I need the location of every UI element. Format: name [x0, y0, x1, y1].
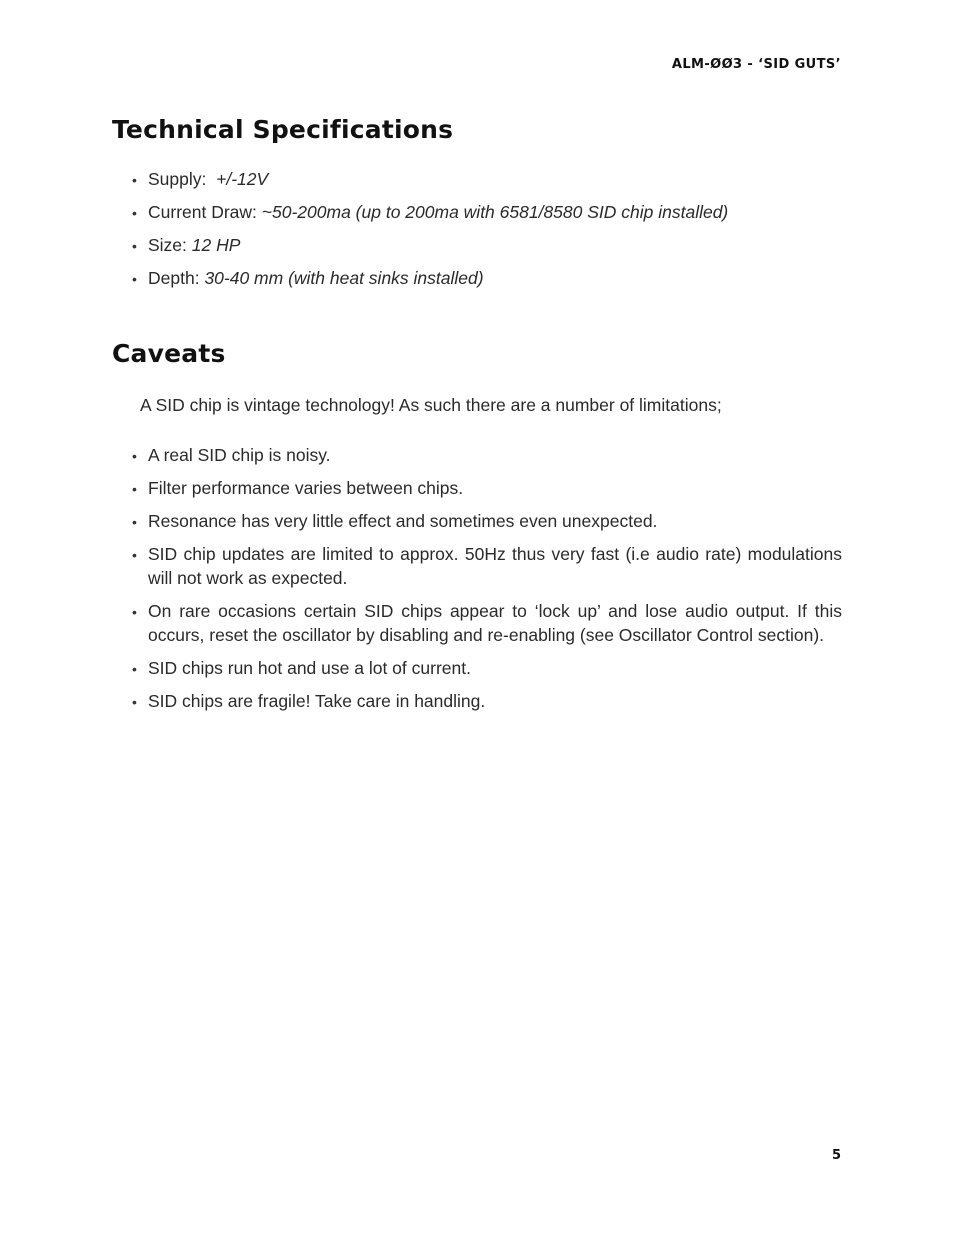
- spec-value: ~50-200ma (up to 200ma with 6581/8580 SID chip installed): [261, 202, 729, 222]
- bullet-icon: •: [132, 547, 137, 563]
- caveat-text: SID chips run hot and use a lot of current.: [148, 658, 471, 678]
- spec-label: Depth:: [148, 268, 200, 288]
- spec-label: Supply:: [148, 169, 207, 189]
- page-number: 5: [831, 1148, 841, 1163]
- spec-item-size: [132, 233, 842, 257]
- caveat-text: Resonance has very little effect and sometimes even unexpected.: [148, 511, 658, 531]
- caveat-item: [132, 443, 842, 467]
- spec-item-current-draw: [132, 200, 842, 224]
- caveat-item: [132, 509, 842, 533]
- spec-label: Size:: [148, 235, 187, 255]
- caveat-item: [132, 656, 842, 680]
- caveat-item: [132, 476, 842, 500]
- bullet-icon: •: [132, 481, 137, 497]
- spec-label: Current Draw:: [148, 202, 257, 222]
- technical-specifications-heading: Technical Specifications: [112, 115, 454, 144]
- bullet-icon: •: [132, 172, 137, 188]
- caveats-heading: Caveats: [112, 339, 226, 368]
- bullet-icon: •: [132, 205, 137, 221]
- specifications-list: [132, 167, 842, 299]
- bullet-icon: •: [132, 238, 137, 254]
- bullet-icon: •: [132, 448, 137, 464]
- caveats-intro: A SID chip is vintage technology! As such there are a number of limitations;: [140, 395, 722, 415]
- bullet-icon: •: [132, 271, 137, 287]
- caveat-item: [132, 689, 842, 713]
- caveat-text: Filter performance varies between chips.: [148, 478, 464, 498]
- bullet-icon: •: [132, 514, 137, 530]
- bullet-icon: •: [132, 604, 137, 620]
- caveat-text: SID chip updates are limited to approx. 50Hz thus very fast (i.e audio rate) modulations will not work as expected.: [148, 544, 842, 588]
- caveats-list: [132, 443, 842, 722]
- spec-value: +/-12V: [216, 169, 269, 189]
- bullet-icon: •: [132, 661, 137, 677]
- spec-value: 12 HP: [191, 235, 241, 255]
- caveat-text: On rare occasions certain SID chips appear to ‘lock up’ and lose audio output. If this occurs, reset the oscillator by disabling and re-enabling (see Oscillator Control section).: [148, 601, 842, 645]
- bullet-icon: •: [132, 694, 137, 710]
- caveat-item: [132, 599, 842, 647]
- spec-value: 30-40 mm (with heat sinks installed): [204, 268, 484, 288]
- caveat-item: [132, 542, 842, 590]
- caveat-text: SID chips are fragile! Take care in handling.: [148, 691, 486, 711]
- document-header: ALM-ØØ3 - ‘SID GUTS’: [671, 57, 841, 72]
- spec-item-depth: [132, 266, 842, 290]
- spec-item-supply: [132, 167, 842, 191]
- caveat-text: A real SID chip is noisy.: [148, 445, 331, 465]
